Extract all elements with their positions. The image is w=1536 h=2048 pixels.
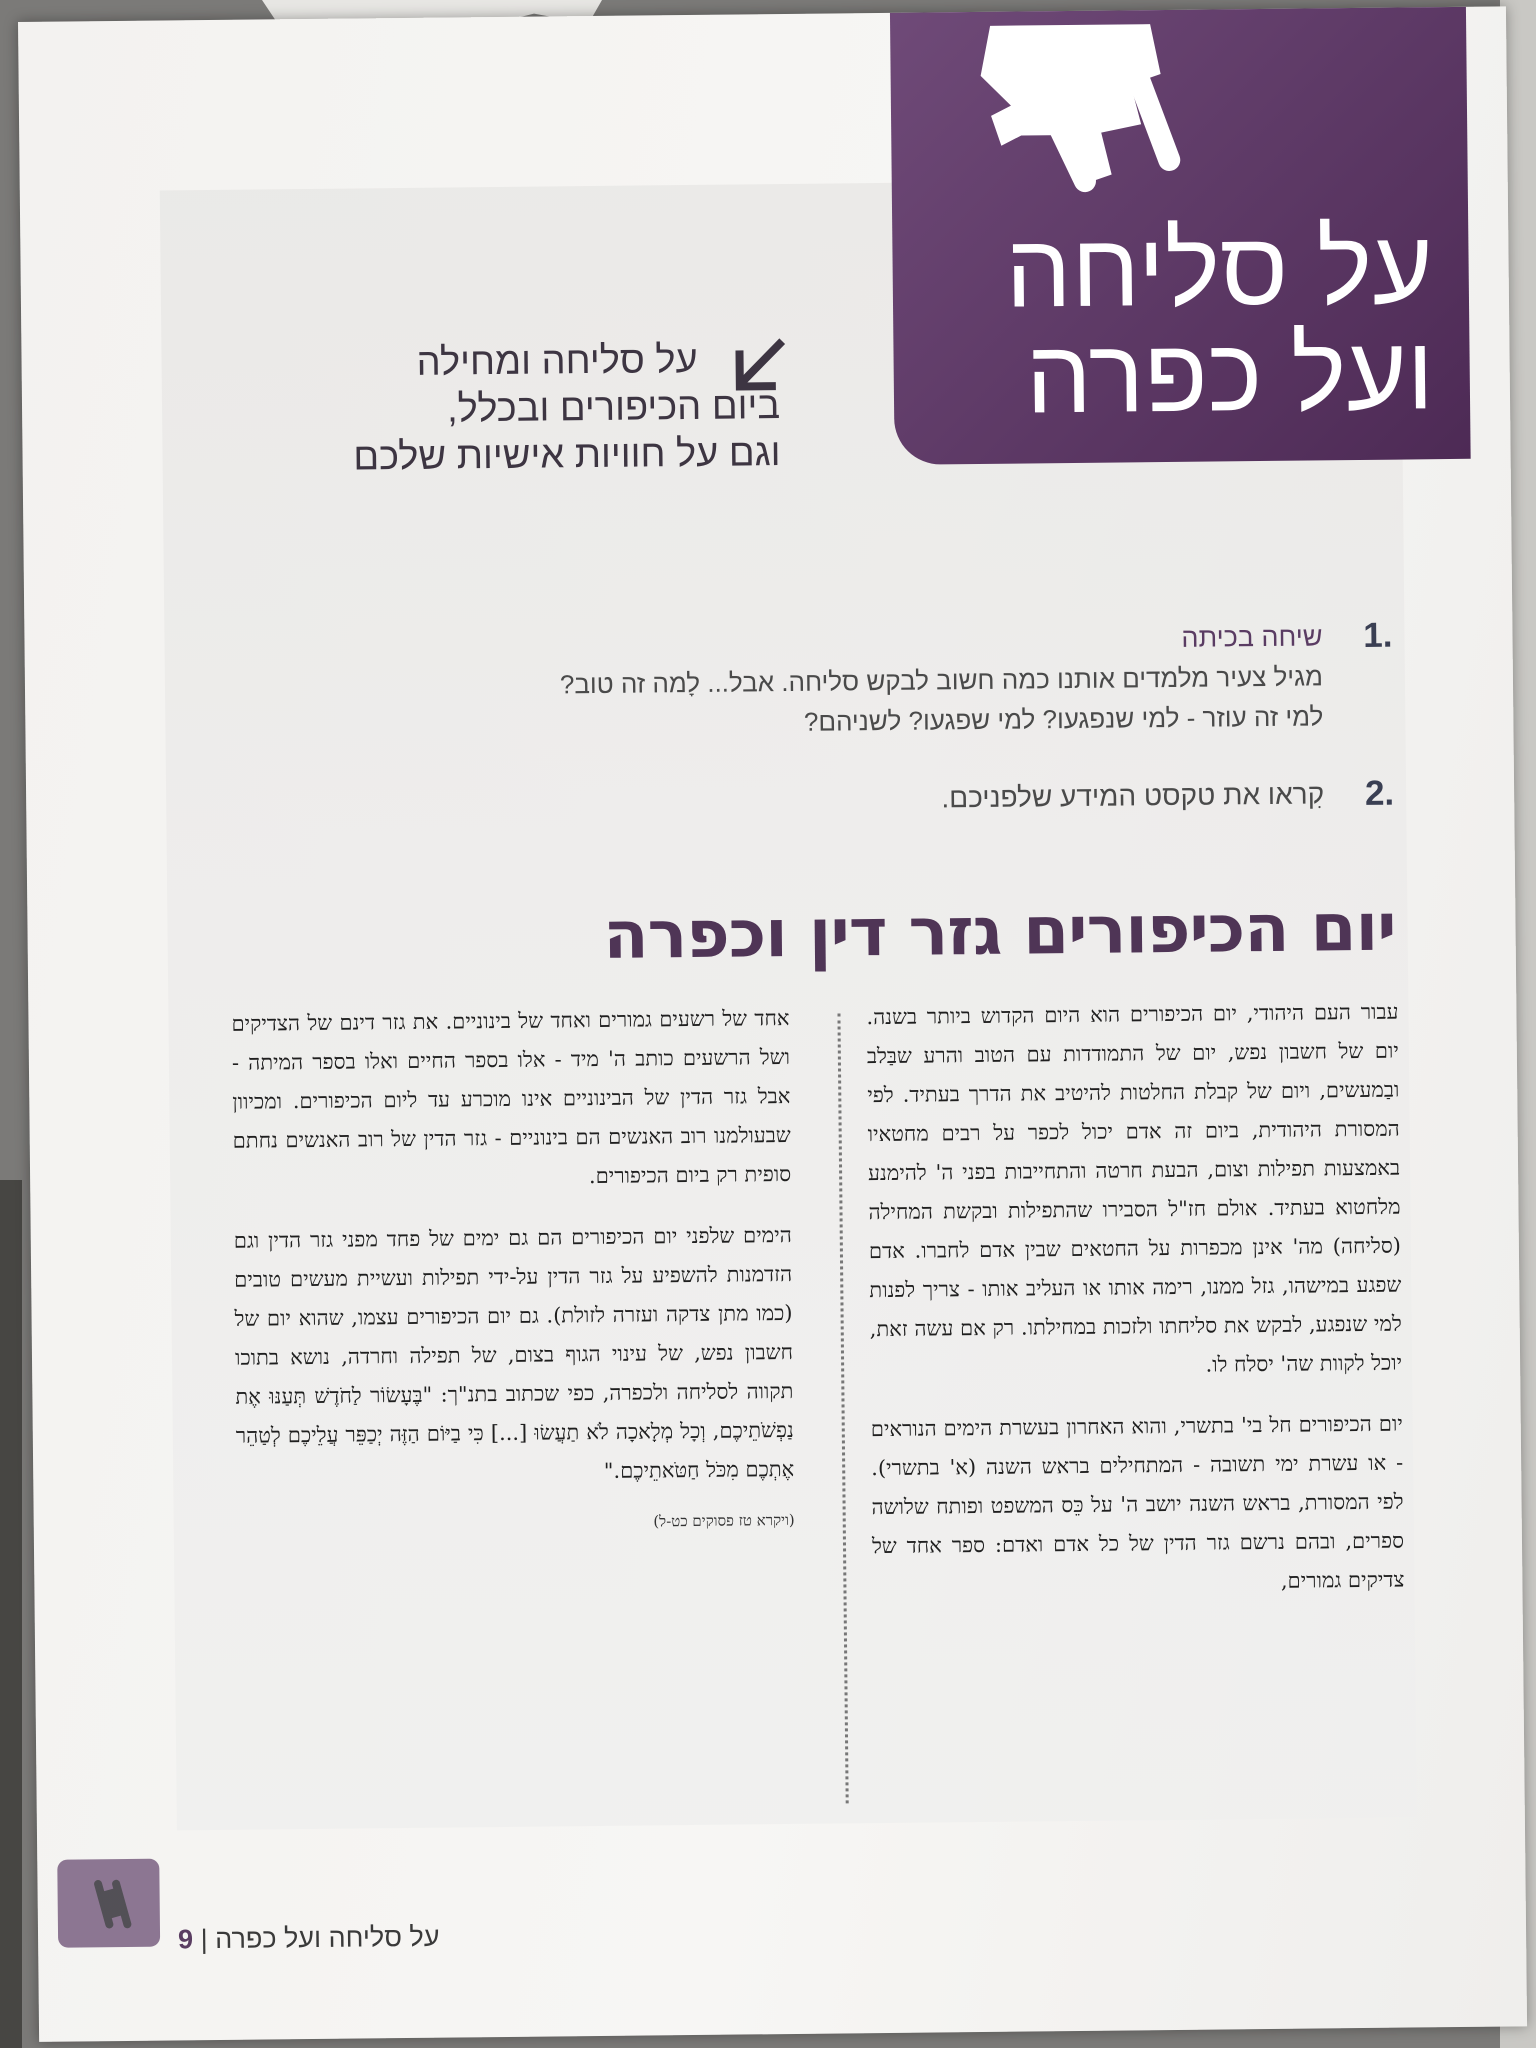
task-1-heading: שיחה בכיתה <box>1181 621 1323 653</box>
article-paragraph: יום הכיפורים חל בי' בתשרי, והוא האחרון בעשרת הימים הנוראים - או עשרת ימי תשובה - המתחילים בראש השנה (א' בתשרי). לפי המסורת, בראש השנה יושב ה' על כֵּס המשפט ופותח שלושה ספרים, ובהם נרשם גזר הדין של כל אדם ואדם: ספר אחד של צדיקים גמורים, <box>870 1411 1405 1593</box>
task-1-line-2: למי זה עוזר - למי שנפגעו? למי שפגעו? לשניהם? <box>803 701 1324 737</box>
task-1 <box>192 616 1393 749</box>
article-paragraph: עבור העם היהודי, יום הכיפורים הוא היום הקדוש ביותר בשנה. יום של חשבון נפש, יום של התמודדות עם הטוב והרע שבַּלב ובַמעשים, ויום של קבלת החלטות להיטיב את הדרך בעתיד. לפי המסורת היהודית, ביום זה אדם יכול לכפר על רבים מחטאיו באמצעות תפילות וצום, הבעת חרטה והתחייבות בפני ה' להימנע מלחטוא בעתיד. אולם חז"ל הסבירו שהתפילות ובקשת המחילה (סליחה) מה' אינן מכפרות על החטאים שבין אדם לחברו. אדם שפגע במישהו, גזל ממנו, רימה אותו או העליב אותו - צריך לפנות למי שנפגע, לבקש את סליחתו ולזכות במחילתו. רק אם עשה זאת, יוכל לקוות שה' יסלח לו. <box>866 999 1403 1377</box>
arrow-down-left-icon <box>729 336 790 397</box>
source-citation: (ויקרא טז פסוקים כט-ל) <box>653 1510 795 1531</box>
article-column-left <box>231 999 795 1539</box>
footer-tab <box>57 1859 160 1948</box>
task-1-number: 1. <box>1363 615 1393 655</box>
torah-scroll-icon <box>960 13 1222 196</box>
intro-line-3: וגם על חוויות אישיות שלכם <box>353 432 781 479</box>
article-column-right <box>866 993 1405 1628</box>
footer-section-title: על סליחה ועל כפרה <box>215 1921 440 1955</box>
article-paragraph: הימים שלפני יום הכיפורים הם גם ימים של פחד מפני גזר הדין וגם הזדמנות להשפיע על גזר הדין על-ידי תפילות ועשיית מעשים טובים (כמו מתן צדקה ועזרה לזולת). גם יום הכיפורים עצמו, שהוא יום של חשבון נפש, של עינוי הגוף בצום, של תפילה וחרדה, נושא בתוכו תקווה לסליחה ולכפרה, כפי שכתוב בתנ"ך: "בֶּעָשׂוֹר לַחֹדֶשׁ תְּעַנּוּ אֶת נַפְשֹׁתֵיכֶם, וְכָל מְלָאכָה לֹא תַעֲשׂוּ [...] כִּי בַיּוֹם הַזֶּה יְכַפֵּר עֲלֵיכֶם לְטַהֵר אֶתְכֶם מִכֹּל חַטֹּאתֵיכֶם." <box>233 1222 795 1483</box>
article-heading: יום הכיפורים גזר דין וכפרה <box>602 888 1396 974</box>
intro-block <box>219 336 780 483</box>
article-paragraph: אחד של רשעים גמורים ואחד של בינוניים. את גזר דינם של הצדיקים ושל הרשעים כותב ה' מיד - אלו בספר החיים ואלו בספר המיתה - אבל גזר הדין של הבינוניים אינו מוכרע עד ליום הכיפורים. ומכיוון שבעולמנו רוב האנשים הם בינוניים - גזר הדין של רוב האנשים נחתם סופית רק ביום הכיפורים. <box>231 1005 792 1189</box>
intro-line-1: על סליחה ומחילה <box>416 338 698 384</box>
page-number: 9 <box>177 1924 194 1955</box>
footer-separator: | <box>200 1924 208 1955</box>
page-title-line-1: על סליחה <box>1004 209 1434 330</box>
task-1-line-1: מגיל צעיר מלמדים אותנו כמה חשוב לבקש סליחה. אבל... לָמה זה טוב? <box>559 661 1324 700</box>
background-surface-left <box>0 1180 22 2048</box>
title-box <box>890 7 1471 465</box>
page-title-line-2: ועל כפרה <box>1025 315 1435 436</box>
intro-line-2: ביום הכיפורים ובכלל, <box>446 385 781 431</box>
task-2-number: 2. <box>1364 773 1395 813</box>
document-page <box>18 6 1527 2041</box>
torah-scroll-icon <box>93 1875 134 1933</box>
task-2-line-1: קִראו את טקסט המידע שלפניכם. <box>941 778 1325 814</box>
page-footer <box>178 1922 440 1956</box>
